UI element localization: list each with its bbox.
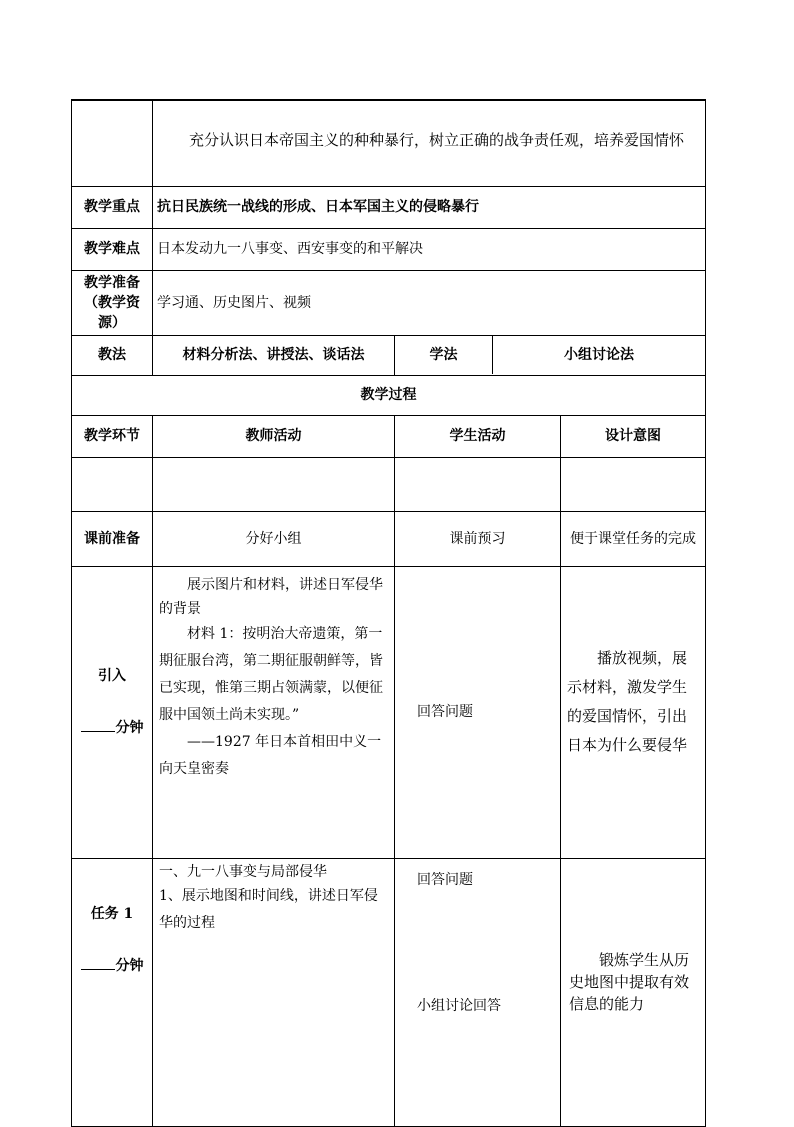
intro-stage-cell (72, 566, 153, 858)
intro-intent: 播放视频，展示材料，激发学生的爱国情怀，引出日本为什么要侵华 (567, 649, 688, 754)
preparation-row (72, 270, 706, 335)
preparation-text: 学习通、历史图片、视频 (153, 270, 706, 335)
preparation-label: 教学准备（教学资源） (72, 270, 153, 335)
minutes-blank (81, 715, 115, 732)
intro-teacher-1: 展示图片和材料，讲述日军侵华的背景 (159, 576, 383, 617)
teach-method-text: 材料分析法、讲授法、谈话法 (153, 335, 395, 375)
learn-method-cell (395, 335, 706, 375)
intro-minutes: 分钟 (115, 720, 144, 736)
task1-row (72, 858, 706, 1126)
difficulties-text: 日本发动九一八事变、西安事变的和平解决 (153, 228, 706, 270)
empty-cell (561, 457, 706, 511)
intro-intent-cell (561, 566, 706, 858)
difficulties-label: 教学难点 (72, 228, 153, 270)
task1-student-cell (395, 858, 561, 1126)
intro-stage: 引入 (98, 668, 126, 684)
pre-class-row (72, 511, 706, 566)
task1-intent-cell (561, 858, 706, 1126)
intro-row (72, 566, 706, 858)
task1-minutes-line (76, 953, 148, 977)
task1-teacher-2: 1、展示地图和时间线，讲述日军侵华的过程 (159, 887, 378, 931)
process-title-row (72, 375, 706, 415)
pre-class-student: 课前预习 (395, 511, 561, 566)
pre-class-teacher: 分好小组 (153, 511, 395, 566)
goal-label-cell (72, 100, 153, 186)
intro-minutes-line (76, 715, 148, 739)
key-points-text: 抗日民族统一战线的形成、日本军国主义的侵略暴行 (153, 186, 706, 228)
goal-text: 充分认识日本帝国主义的种种暴行，树立正确的战争责任观，培养爱国情怀 (189, 131, 685, 150)
empty-cell (153, 457, 395, 511)
intro-teacher-2: 材料 1：按明治大帝遗策，第一期征服台湾，第二期征服朝鲜等，皆已实现，惟第三期占领满蒙，以便征服中国领土尚未实现。” (159, 625, 383, 723)
empty-row (72, 457, 706, 511)
learn-method-text: 小组讨论法 (564, 347, 635, 363)
intro-student: 回答问题 (417, 704, 473, 720)
lesson-plan-table (71, 99, 706, 1127)
header-stage: 教学环节 (72, 415, 153, 457)
task1-minutes: 分钟 (115, 957, 144, 974)
task1-teacher-1: 一、九一八事变与局部侵华 (159, 863, 327, 880)
teach-method-label: 教法 (72, 335, 153, 375)
intro-student-cell (395, 566, 561, 858)
task1-stage: 任务 1 (90, 905, 134, 922)
task1-stage-cell (72, 858, 153, 1126)
key-points-row (72, 186, 706, 228)
empty-cell (395, 457, 561, 511)
task1-student-1: 回答问题 (417, 871, 473, 888)
header-student: 学生活动 (395, 415, 561, 457)
goal-cell (153, 100, 706, 186)
process-title: 教学过程 (72, 375, 706, 415)
methods-row (72, 335, 706, 375)
difficulties-row (72, 228, 706, 270)
intro-teacher-3: ——1927 年日本首相田中义一向天皇密奏 (159, 733, 382, 777)
pre-class-stage: 课前准备 (72, 511, 153, 566)
goal-row (72, 100, 706, 186)
header-intent: 设计意图 (561, 415, 706, 457)
learn-method-label: 学法 (395, 336, 493, 374)
pre-class-intent: 便于课堂任务的完成 (561, 511, 706, 566)
task1-teacher-cell (153, 858, 395, 1126)
key-points-label: 教学重点 (72, 186, 153, 228)
task1-student-2: 小组讨论回答 (417, 997, 501, 1014)
minutes-blank (81, 953, 115, 970)
header-row (72, 415, 706, 457)
header-teacher: 教师活动 (153, 415, 395, 457)
intro-teacher-cell (153, 566, 395, 858)
task1-intent: 锻炼学生从历史地图中提取有效信息的能力 (569, 950, 690, 1013)
empty-cell (72, 457, 153, 511)
